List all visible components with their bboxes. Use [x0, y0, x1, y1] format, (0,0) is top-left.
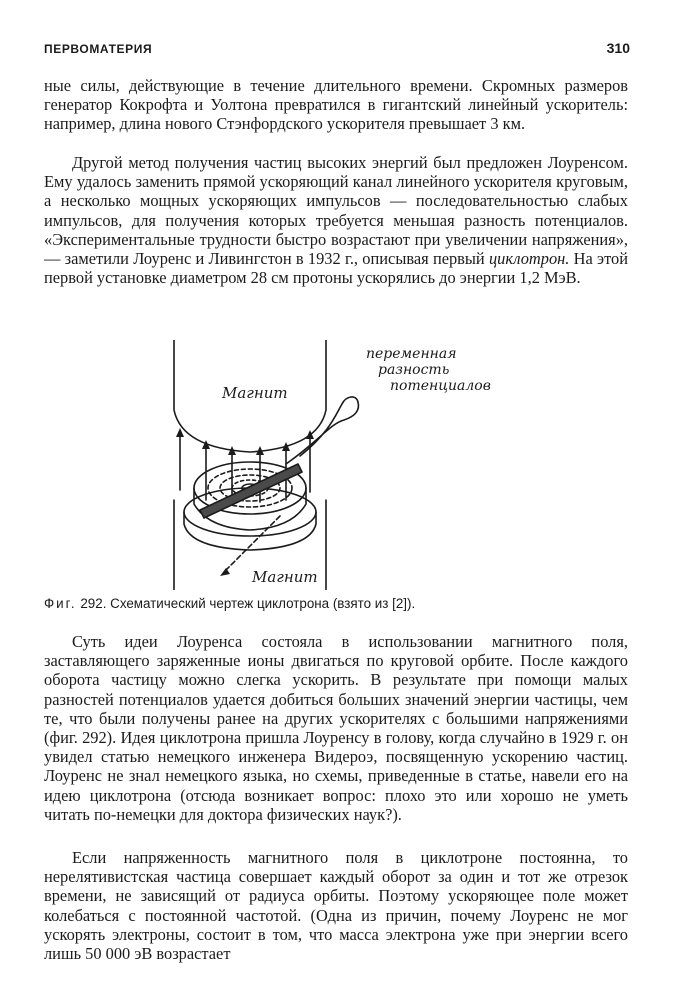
term-cyclotron: циклотрон. — [488, 249, 570, 269]
voltage-wire — [286, 397, 358, 464]
beam-arrow-icon — [220, 568, 230, 576]
paragraph-2 — [44, 153, 628, 287]
caption-label: Фиг. — [44, 596, 77, 611]
cyclotron-drawing — [160, 340, 520, 590]
paragraph-4: Если напряженность магнитного поля в циклотроне постоянна, то нерелятивистская частица совершает каждый оборот за один и тот же отрезок времени, не зависящий от радиуса орбиты. Поэтому ускоряющее поле может колебаться с постоянной частотой. (Одна из причин, почему Лоуренс не мог ускорять электроны, состоит в том, что масса электрона уже при энергии всего лишь 50 000 эВ возрастает — [44, 848, 628, 964]
page-number: 310 — [606, 40, 630, 56]
caption-text: 292. Схематический чертеж циклотрона (взято из [2]). — [76, 596, 416, 611]
cyclotron-figure — [160, 340, 520, 590]
magnet-bottom-label: Магнит — [252, 568, 318, 586]
running-head: ПЕРВОМАТЕРИЯ — [44, 42, 153, 56]
magnet-top-label: Магнит — [222, 384, 288, 402]
paragraph-1: ные силы, действующие в течение длительного времени. Скромных размеров генератор Кокрофта и Уолтона превратился в гигантский линейный ускоритель: например, длина нового Стэнфордского ускорителя превышает 3 км. — [44, 76, 628, 134]
paragraph-2-text-b: На этой первой установке диаметром 28 см протоны ускорялись до энергии 1,2 МэВ. — [44, 249, 628, 288]
voltage-label-line-3: потенциалов — [390, 378, 491, 394]
voltage-label-line-2: разность — [378, 362, 450, 378]
paragraph-3: Суть идеи Лоуренса состояла в использовании магнитного поля, заставляющего заряженные ионы двигаться по круговой орбите. После каждого оборота частицу можно слегка ускорить. В результате при помощи малых разностей потенциалов удается добиться больших значений энергии частицы, чем те, что были получены ранее на других ускорителях с большими напряжениями (фиг. 292). Идея циклотрона пришла Лоуренсу в голову, когда случайно в 1929 г. он увидел статью немецкого инженера Видероэ, посвященную ускорению частиц. Лоуренс не знал немецкого языка, но схемы, приведенные в статье, навели его на идею циклотрона (отсюда возникает вопрос: плохо это или хорошо не уметь читать по-немецки для доктора физических наук?). — [44, 632, 628, 824]
voltage-label-line-1: переменная — [366, 346, 457, 362]
figure-caption — [44, 596, 628, 611]
beam-path — [224, 516, 280, 572]
page-header — [44, 40, 630, 60]
paragraph-2-text-a: Другой метод получения частиц высоких энергий был предложен Лоуренсом. Ему удалось заменить прямой ускоряющий канал линейного ускорителя круговым, а несколько мощных ускоряющих импульсов — последовательностью слабых импульсов, для получения которых требуется меньшая разность потенциалов. «Экспериментальные трудности быстро возрастают при увеличении напряжения»,— заметили Лоуренс и Ливингстон в 1932 г., описывая первый — [44, 153, 628, 269]
